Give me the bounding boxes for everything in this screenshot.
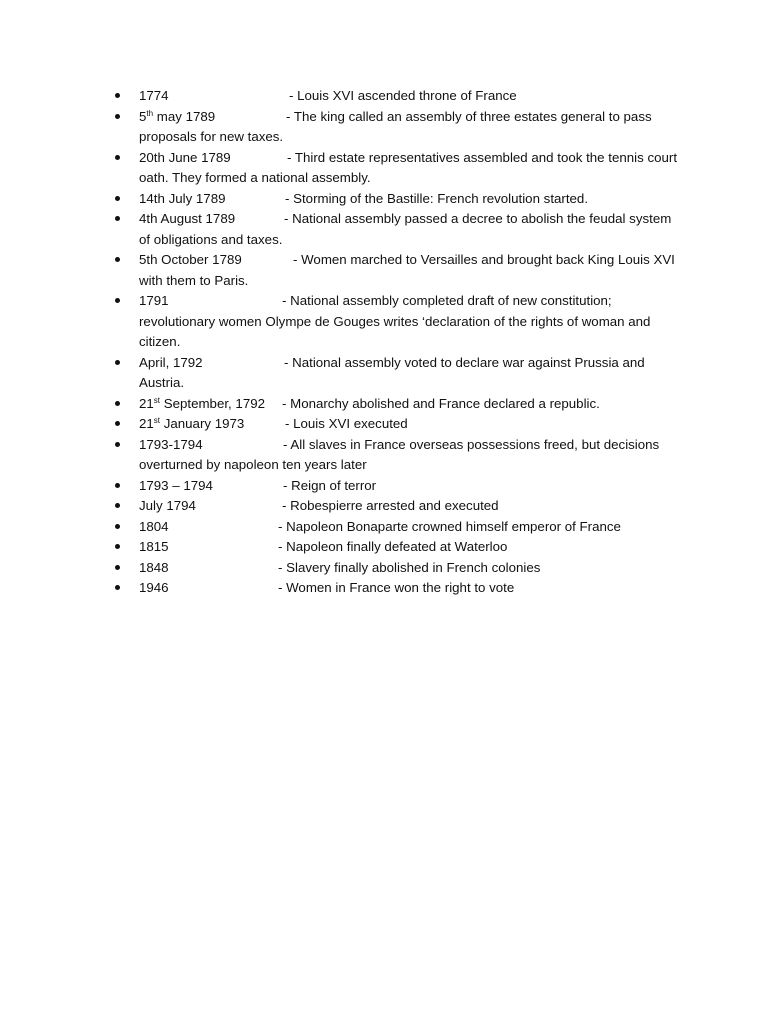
timeline-date-text: 1946	[139, 580, 169, 595]
timeline-date-text: 1804	[139, 518, 169, 534]
timeline-date-rest: January 1973	[160, 416, 245, 431]
timeline-event: - Louis XVI ascended throne of France	[289, 88, 517, 103]
bullet-icon	[115, 114, 120, 119]
timeline-event: - Napoleon Bonaparte crowned himself emperor of France	[278, 518, 621, 534]
timeline-date-text: 1793-1794	[139, 436, 203, 452]
timeline-item	[139, 496, 684, 517]
timeline-date	[139, 519, 169, 534]
timeline-date-text: July 1794	[139, 498, 196, 513]
timeline-date-text: 1815	[139, 539, 169, 554]
timeline-date-text: April, 1792	[139, 354, 203, 370]
timeline-date	[139, 150, 231, 165]
timeline-item	[139, 148, 684, 189]
bullet-icon	[115, 483, 120, 488]
timeline-item	[139, 209, 684, 250]
bullet-icon	[115, 585, 120, 590]
timeline-event: - Louis XVI executed	[285, 416, 408, 431]
timeline-date	[139, 191, 226, 206]
timeline-date-text: 5th October 1789	[139, 252, 242, 267]
timeline-date-text: 4th August 1789	[139, 211, 236, 226]
timeline-date	[139, 437, 203, 452]
timeline-date	[139, 293, 169, 308]
timeline-item	[139, 578, 684, 599]
timeline-item	[139, 558, 684, 579]
bullet-icon	[115, 298, 120, 303]
timeline-date-text: 5	[139, 108, 147, 124]
timeline-date	[139, 539, 169, 554]
timeline-event: - The king called an assembly of three estates general to pass proposals for new taxes.	[139, 108, 652, 144]
timeline-event: - Third estate representatives assembled and took the tennis court oath. They formed a national assembly.	[139, 149, 678, 185]
timeline-event: - Storming of the Bastille: French revolution started.	[285, 190, 589, 206]
bullet-icon	[115, 401, 120, 406]
bullet-icon	[115, 155, 120, 160]
timeline-event: - Reign of terror	[283, 477, 377, 493]
timeline-date-rest: may 1789	[153, 108, 216, 124]
timeline-date	[139, 416, 244, 431]
timeline-item	[139, 537, 684, 558]
bullet-icon	[115, 503, 120, 508]
timeline-event: - National assembly completed draft of new constitution; revolutionary women Olympe de Gouges writes ‘declaration of the rights of woman and citizen.	[139, 293, 651, 349]
timeline-event: - Women marched to Versailles and brought back King Louis XVI with them to Paris.	[139, 252, 675, 288]
timeline-date	[139, 88, 169, 103]
timeline-date	[139, 560, 169, 575]
timeline-event: - Monarchy abolished and France declared a republic.	[282, 395, 600, 411]
timeline-event: - Slavery finally abolished in French colonies	[278, 559, 541, 575]
date-ordinal-suffix: st	[153, 395, 161, 405]
timeline-date-text: 21	[139, 395, 154, 411]
timeline-item	[139, 189, 684, 210]
timeline-date	[139, 580, 169, 595]
timeline-date	[139, 355, 203, 370]
bullet-icon	[115, 93, 120, 98]
timeline-date-text: 20th June 1789	[139, 149, 231, 165]
timeline-item	[139, 86, 684, 107]
timeline-date	[139, 478, 213, 493]
timeline-date-text: 14th July 1789	[139, 190, 226, 206]
bullet-icon	[115, 360, 120, 365]
timeline-item	[139, 517, 684, 538]
timeline-event: - Napoleon finally defeated at Waterloo	[278, 539, 508, 554]
timeline-event: - National assembly passed a decree to abolish the feudal system of obligations and taxes.	[139, 211, 672, 247]
timeline-item	[139, 414, 684, 435]
bullet-icon	[115, 257, 120, 262]
bullet-icon	[115, 216, 120, 221]
timeline-item	[139, 107, 684, 148]
timeline-date	[139, 211, 235, 226]
timeline-item	[139, 291, 684, 353]
timeline-date	[139, 396, 265, 411]
timeline-item	[139, 394, 684, 415]
timeline-date-text: 21	[139, 416, 154, 431]
timeline-date-rest: September, 1792	[160, 395, 266, 411]
bullet-icon	[115, 421, 120, 426]
timeline-date-text: 1793 – 1794	[139, 477, 213, 493]
bullet-icon	[115, 565, 120, 570]
timeline-event: - National assembly voted to declare war against Prussia and Austria.	[139, 354, 645, 390]
timeline-item	[139, 476, 684, 497]
timeline-item	[139, 435, 684, 476]
timeline-event: - Robespierre arrested and executed	[282, 498, 499, 513]
bullet-icon	[115, 524, 120, 529]
timeline-item	[139, 353, 684, 394]
bullet-icon	[115, 442, 120, 447]
timeline-date-text: 1774	[139, 88, 169, 103]
timeline-list	[139, 86, 684, 599]
bullet-icon	[115, 196, 120, 201]
timeline-date	[139, 498, 196, 513]
timeline-date	[139, 252, 242, 267]
timeline-date-text: 1848	[139, 559, 169, 575]
timeline-date	[139, 109, 215, 124]
date-ordinal-suffix: st	[153, 416, 161, 425]
timeline-date-text: 1791	[139, 293, 169, 308]
timeline-event: - Women in France won the right to vote	[278, 580, 515, 595]
timeline-item	[139, 250, 684, 291]
bullet-icon	[115, 544, 120, 549]
timeline-event: - All slaves in France overseas possessions freed, but decisions overturned by napoleon ten years later	[139, 436, 660, 472]
date-ordinal-suffix: th	[146, 108, 154, 118]
